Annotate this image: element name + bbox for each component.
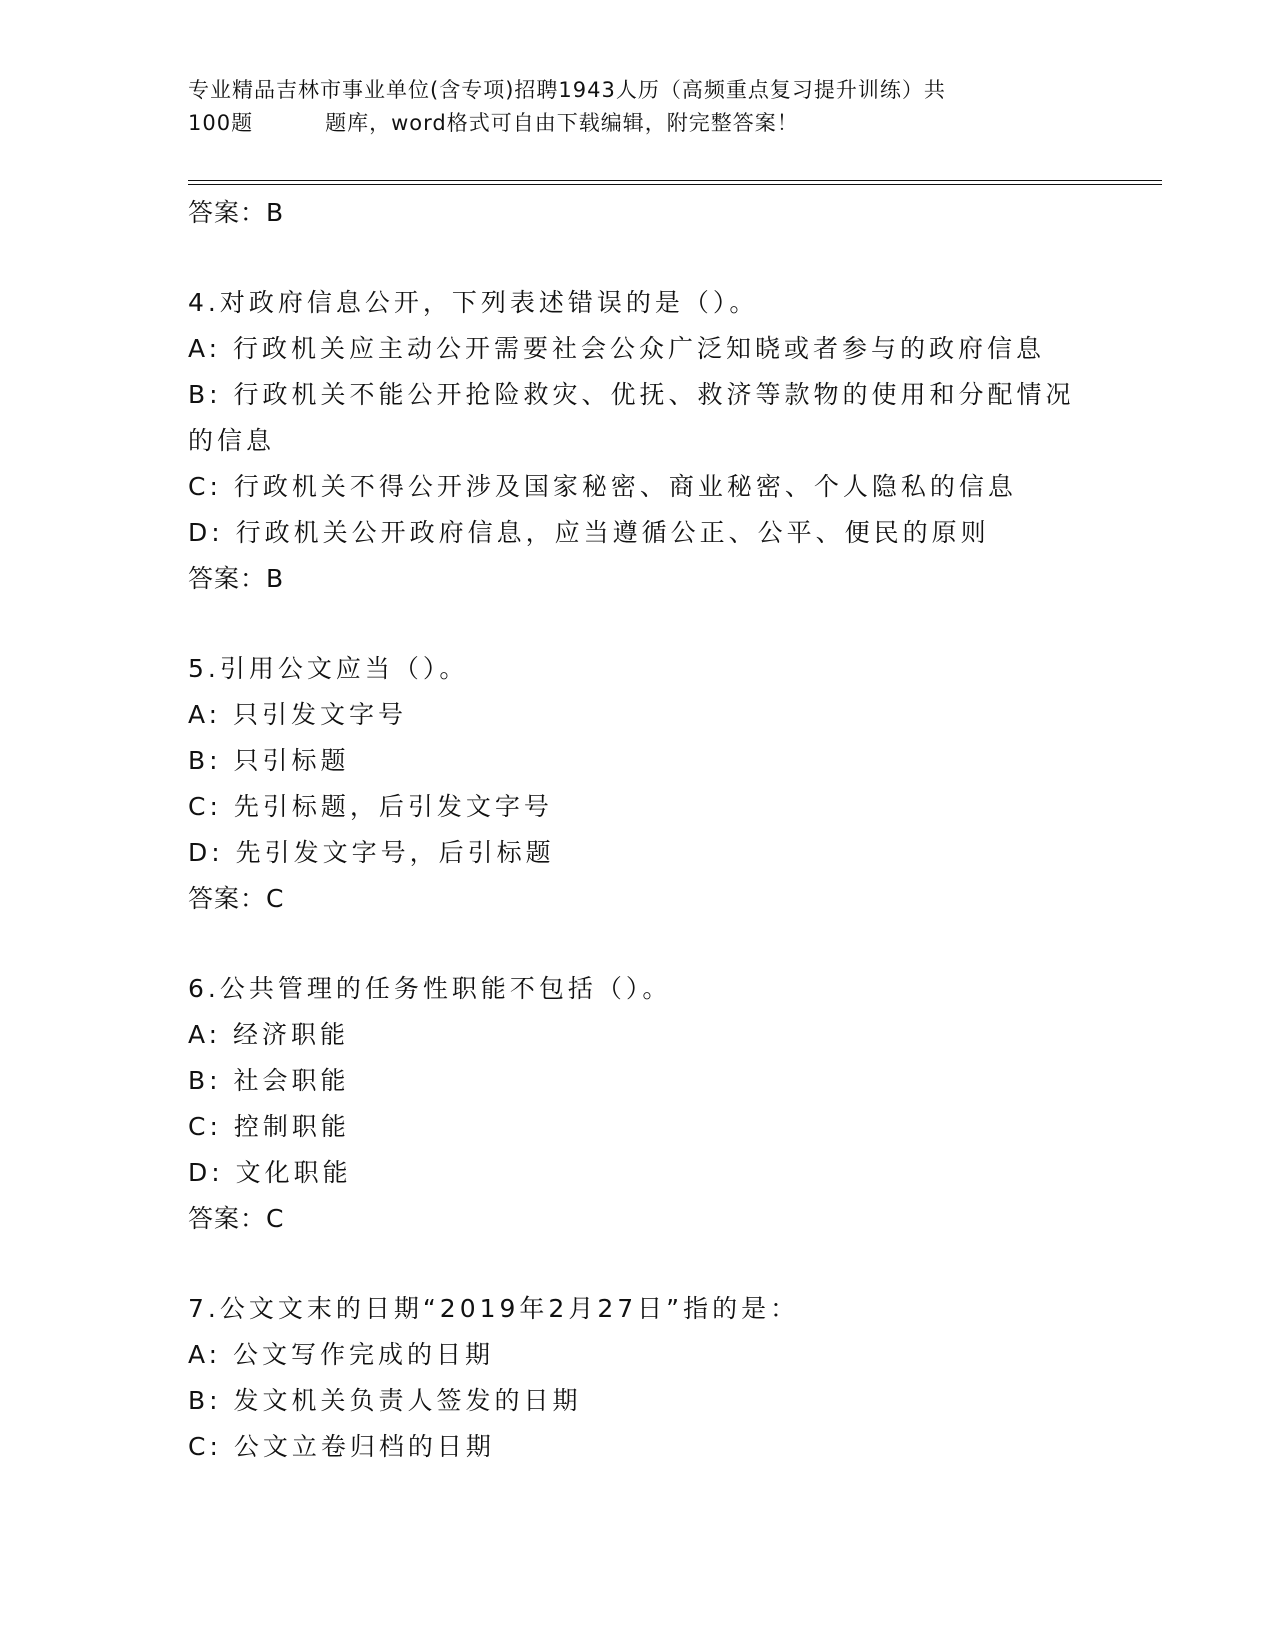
option-a: A: 公文写作完成的日期 [188,1340,495,1369]
option-a: A: 经济职能 [188,1020,350,1049]
header-line-2 [188,107,1088,140]
question-stem: 5.引用公文应当（）。 [188,654,469,683]
header-line-1: 专业精品吉林市事业单位(含专项)招聘1943人历（高频重点复习提升训练）共 [188,78,946,102]
option-c: C: 先引标题，后引发文字号 [188,792,553,821]
answer-line: 答案：B [188,198,285,227]
option-d: D: 文化职能 [188,1158,352,1187]
option-d: D: 行政机关公开政府信息，应当遵循公正、公平、便民的原则 [188,518,990,547]
question-7 [188,1286,1088,1470]
option-b: B: 发文机关负责人签发的日期 [188,1386,582,1415]
document-body [188,190,1088,1470]
header-description: 题库，word格式可自由下载编辑，附完整答案！ [325,111,799,135]
option-b-continued: 的信息 [188,426,276,455]
question-stem: 7.公文文末的日期“2019年2月27日”指的是： [188,1294,800,1323]
answer-line: 答案：C [188,884,285,913]
question-stem: 4.对政府信息公开，下列表述错误的是（）。 [188,288,759,317]
option-c: C: 公文立卷归档的日期 [188,1432,495,1461]
option-a: A: 行政机关应主动公开需要社会公众广泛知晓或者参与的政府信息 [188,334,1046,363]
question-stem: 6.公共管理的任务性职能不包括（）。 [188,974,672,1003]
document-header [188,74,1088,140]
question-4 [188,280,1088,602]
option-a: A: 只引发文字号 [188,700,408,729]
header-rule-bottom [188,184,1162,185]
header-question-count: 100题 [188,111,254,135]
answer-line: 答案：B [188,564,285,593]
option-c: C: 控制职能 [188,1112,350,1141]
option-b: B: 行政机关不能公开抢险救灾、优抚、救济等款物的使用和分配情况 [188,380,1075,409]
header-rule-top [188,180,1162,181]
option-d: D: 先引发文字号，后引标题 [188,838,555,867]
option-b: B: 只引标题 [188,746,350,775]
question-6 [188,966,1088,1242]
question-5 [188,646,1088,922]
option-c: C: 行政机关不得公开涉及国家秘密、商业秘密、个人隐私的信息 [188,472,1017,501]
option-b: B: 社会职能 [188,1066,350,1095]
answer-line: 答案：C [188,1204,285,1233]
